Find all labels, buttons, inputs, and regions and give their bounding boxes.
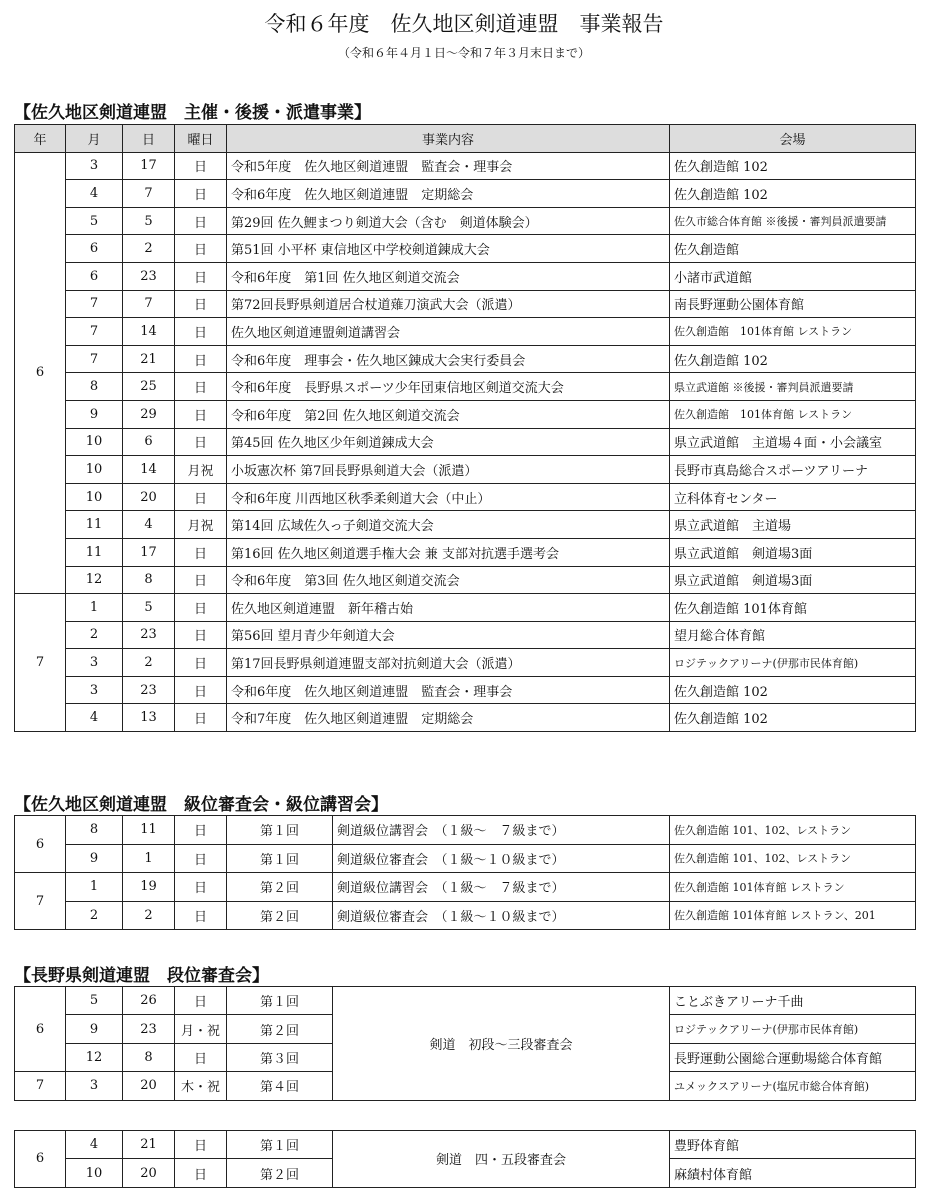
month-cell: 10	[66, 456, 123, 484]
event-cell: 佐久地区剣道連盟 新年稽古始	[227, 594, 670, 622]
page-subtitle: （令和６年４月１日〜令和７年３月末日まで）	[337, 46, 590, 60]
day-cell: 21	[123, 345, 175, 373]
month-cell: 2	[66, 621, 123, 649]
day-cell: 20	[123, 483, 175, 511]
day-cell: 11	[123, 816, 175, 845]
weekday-cell: 日	[175, 538, 227, 566]
weekday-cell: 日	[175, 290, 227, 318]
month-cell: 9	[66, 1015, 123, 1043]
venue-cell: 佐久創造館 102	[670, 704, 916, 732]
day-cell: 20	[123, 1159, 175, 1187]
weekday-cell: 日	[175, 901, 227, 930]
table-row	[15, 373, 916, 401]
event-cell: 令和6年度 理事会・佐久地区錬成大会実行委員会	[227, 345, 670, 373]
day-cell: 5	[123, 594, 175, 622]
table-row	[15, 704, 916, 732]
event-cell: 佐久地区剣道連盟剣道講習会	[227, 318, 670, 346]
venue-cell: 県立武道館 ※後援・審判員派遣要請	[670, 373, 916, 401]
day-cell: 23	[123, 1015, 175, 1043]
table-row	[15, 844, 916, 873]
venue-cell: 佐久創造館 102	[670, 180, 916, 208]
page-title: 令和６年度 佐久地区剣道連盟 事業報告	[264, 12, 664, 36]
table-row	[15, 873, 916, 902]
weekday-cell: 日	[175, 428, 227, 456]
weekday-cell: 日	[175, 152, 227, 180]
table-row	[15, 538, 916, 566]
venue-cell: 長野運動公園総合運動場総合体育館	[670, 1043, 916, 1071]
event-cell: 小坂憲次杯 第7回長野県剣道大会（派遣）	[227, 456, 670, 484]
table-row	[15, 511, 916, 539]
round-cell: 第２回	[227, 1015, 333, 1043]
month-cell: 7	[66, 290, 123, 318]
table-row	[15, 400, 916, 428]
weekday-cell: 日	[175, 566, 227, 594]
year-cell: 7	[15, 594, 66, 732]
month-cell: 11	[66, 511, 123, 539]
venue-cell: 佐久創造館 101体育館 レストラン	[670, 318, 916, 346]
table-row	[15, 345, 916, 373]
month-cell: 8	[66, 816, 123, 845]
round-cell: 第２回	[227, 873, 333, 902]
table-row	[15, 290, 916, 318]
venue-cell: 県立武道館 主道場	[670, 511, 916, 539]
table-row	[15, 152, 916, 180]
event-cell: 第16回 佐久地区剣道選手権大会 兼 支部対抗選手選考会	[227, 538, 670, 566]
weekday-cell: 日	[175, 1159, 227, 1187]
dan-table-1	[14, 986, 916, 1101]
section2-heading: 【佐久地区剣道連盟 級位審査会・級位講習会】	[14, 795, 388, 815]
venue-cell: 佐久創造館 101、102、レストラン	[670, 816, 916, 845]
weekday-cell: 日	[175, 676, 227, 704]
event-cell: 剣道級位審査会 （１級〜１０級まで）	[333, 901, 670, 930]
event-cell: 第51回 小平杯 東信地区中学校剣道錬成大会	[227, 235, 670, 263]
table-row	[15, 1131, 916, 1159]
venue-cell: 長野市真島総合スポーツアリーナ	[670, 456, 916, 484]
month-cell: 3	[66, 1072, 123, 1100]
year-cell: 7	[15, 873, 66, 930]
col-event: 事業内容	[227, 125, 670, 153]
day-cell: 7	[123, 180, 175, 208]
weekday-cell: 日	[175, 400, 227, 428]
weekday-cell: 木・祝	[175, 1072, 227, 1100]
col-year: 年	[15, 125, 66, 153]
event-cell: 令和6年度 佐久地区剣道連盟 監査会・理事会	[227, 676, 670, 704]
month-cell: 7	[66, 345, 123, 373]
day-cell: 1	[123, 844, 175, 873]
weekday-cell: 日	[175, 987, 227, 1015]
event-cell: 令和6年度 第3回 佐久地区剣道交流会	[227, 566, 670, 594]
venue-cell: 豊野体育館	[670, 1131, 916, 1159]
event-cell: 令和6年度 第2回 佐久地区剣道交流会	[227, 400, 670, 428]
table-row	[15, 207, 916, 235]
day-cell: 17	[123, 538, 175, 566]
dan2-body	[15, 1131, 916, 1188]
table-row	[15, 621, 916, 649]
year-cell: 7	[15, 1072, 66, 1100]
venue-cell: 県立武道館 剣道場3面	[670, 566, 916, 594]
event-cell: 剣道 四・五段審査会	[333, 1131, 670, 1188]
table-row	[15, 235, 916, 263]
table-row	[15, 987, 916, 1015]
day-cell: 7	[123, 290, 175, 318]
table-row	[15, 428, 916, 456]
month-cell: 12	[66, 566, 123, 594]
month-cell: 3	[66, 676, 123, 704]
month-cell: 9	[66, 400, 123, 428]
weekday-cell: 日	[175, 844, 227, 873]
venue-cell: 南長野運動公園体育館	[670, 290, 916, 318]
weekday-cell: 日	[175, 318, 227, 346]
venue-cell: 佐久創造館 101体育館 レストラン	[670, 400, 916, 428]
round-cell: 第１回	[227, 816, 333, 845]
table-row	[15, 594, 916, 622]
day-cell: 14	[123, 456, 175, 484]
kyu-table	[14, 815, 916, 930]
col-month: 月	[66, 125, 123, 153]
weekday-cell: 日	[175, 621, 227, 649]
section1-heading: 【佐久地区剣道連盟 主催・後援・派遣事業】	[14, 103, 371, 123]
weekday-cell: 日	[175, 180, 227, 208]
day-cell: 5	[123, 207, 175, 235]
weekday-cell: 日	[175, 816, 227, 845]
venue-cell: 望月総合体育館	[670, 621, 916, 649]
event-cell: 剣道級位審査会 （１級〜１０級まで）	[333, 844, 670, 873]
event-cell: 剣道 初段〜三段審査会	[333, 987, 670, 1101]
venue-cell: 佐久創造館 101体育館 レストラン	[670, 873, 916, 902]
month-cell: 5	[66, 207, 123, 235]
weekday-cell: 日	[175, 1131, 227, 1159]
weekday-cell: 日	[175, 873, 227, 902]
day-cell: 23	[123, 621, 175, 649]
month-cell: 9	[66, 844, 123, 873]
day-cell: 21	[123, 1131, 175, 1159]
year-cell: 6	[15, 816, 66, 873]
venue-cell: 立科体育センター	[670, 483, 916, 511]
month-cell: 7	[66, 318, 123, 346]
round-cell: 第１回	[227, 1131, 333, 1159]
day-cell: 29	[123, 400, 175, 428]
year-cell: 6	[15, 987, 66, 1072]
weekday-cell: 月祝	[175, 456, 227, 484]
day-cell: 13	[123, 704, 175, 732]
month-cell: 8	[66, 373, 123, 401]
weekday-cell: 日	[175, 704, 227, 732]
day-cell: 26	[123, 987, 175, 1015]
year-cell: 6	[15, 152, 66, 594]
round-cell: 第１回	[227, 844, 333, 873]
round-cell: 第１回	[227, 987, 333, 1015]
venue-cell: ユメックスアリーナ(塩尻市総合体育館)	[670, 1072, 916, 1100]
month-cell: 4	[66, 1131, 123, 1159]
day-cell: 23	[123, 262, 175, 290]
month-cell: 11	[66, 538, 123, 566]
event-cell: 第45回 佐久地区少年剣道錬成大会	[227, 428, 670, 456]
venue-cell: 佐久創造館 102	[670, 152, 916, 180]
table-row	[15, 566, 916, 594]
venue-cell: 県立武道館 主道場４面・小会議室	[670, 428, 916, 456]
venue-cell: 佐久創造館 101、102、レストラン	[670, 844, 916, 873]
venue-cell: ロジテックアリーナ(伊那市民体育館)	[670, 649, 916, 677]
round-cell: 第４回	[227, 1072, 333, 1100]
col-venue: 会場	[670, 125, 916, 153]
day-cell: 20	[123, 1072, 175, 1100]
round-cell: 第２回	[227, 1159, 333, 1187]
table-row	[15, 180, 916, 208]
weekday-cell: 日	[175, 594, 227, 622]
month-cell: 10	[66, 1159, 123, 1187]
col-day: 日	[123, 125, 175, 153]
event-cell: 令和6年度 第1回 佐久地区剣道交流会	[227, 262, 670, 290]
weekday-cell: 月・祝	[175, 1015, 227, 1043]
venue-cell: 佐久創造館 102	[670, 676, 916, 704]
venue-cell: ことぶきアリーナ千曲	[670, 987, 916, 1015]
day-cell: 2	[123, 901, 175, 930]
day-cell: 8	[123, 566, 175, 594]
weekday-cell: 日	[175, 345, 227, 373]
weekday-cell: 日	[175, 235, 227, 263]
event-cell: 令和5年度 佐久地区剣道連盟 監査会・理事会	[227, 152, 670, 180]
table-row	[15, 676, 916, 704]
month-cell: 5	[66, 987, 123, 1015]
month-cell: 4	[66, 180, 123, 208]
venue-cell: 佐久市総合体育館 ※後援・審判員派遣要請	[670, 207, 916, 235]
month-cell: 3	[66, 152, 123, 180]
table-row	[15, 262, 916, 290]
month-cell: 1	[66, 873, 123, 902]
weekday-cell: 月祝	[175, 511, 227, 539]
event-cell: 令和6年度 佐久地区剣道連盟 定期総会	[227, 180, 670, 208]
month-cell: 12	[66, 1043, 123, 1071]
events-header-row	[15, 125, 916, 153]
event-cell: 剣道級位講習会 （１級〜 ７級まで）	[333, 873, 670, 902]
dan-table-2	[14, 1130, 916, 1188]
round-cell: 第３回	[227, 1043, 333, 1071]
weekday-cell: 日	[175, 483, 227, 511]
event-cell: 剣道級位講習会 （１級〜 ７級まで）	[333, 816, 670, 845]
day-cell: 4	[123, 511, 175, 539]
col-weekday: 曜日	[175, 125, 227, 153]
weekday-cell: 日	[175, 262, 227, 290]
venue-cell: ロジテックアリーナ(伊那市民体育館)	[670, 1015, 916, 1043]
month-cell: 6	[66, 262, 123, 290]
venue-cell: 佐久創造館 101体育館	[670, 594, 916, 622]
day-cell: 25	[123, 373, 175, 401]
day-cell: 6	[123, 428, 175, 456]
weekday-cell: 日	[175, 373, 227, 401]
day-cell: 2	[123, 649, 175, 677]
section3-heading: 【長野県剣道連盟 段位審査会】	[14, 966, 269, 986]
table-row	[15, 649, 916, 677]
round-cell: 第２回	[227, 901, 333, 930]
day-cell: 23	[123, 676, 175, 704]
weekday-cell: 日	[175, 207, 227, 235]
event-cell: 令和7年度 佐久地区剣道連盟 定期総会	[227, 704, 670, 732]
event-cell: 令和6年度 川西地区秋季柔剣道大会（中止）	[227, 483, 670, 511]
month-cell: 10	[66, 483, 123, 511]
month-cell: 2	[66, 901, 123, 930]
month-cell: 4	[66, 704, 123, 732]
event-cell: 第14回 広域佐久っ子剣道交流大会	[227, 511, 670, 539]
month-cell: 6	[66, 235, 123, 263]
venue-cell: 佐久創造館 102	[670, 345, 916, 373]
weekday-cell: 日	[175, 1043, 227, 1071]
month-cell: 10	[66, 428, 123, 456]
event-cell: 第56回 望月青少年剣道大会	[227, 621, 670, 649]
table-row	[15, 901, 916, 930]
event-cell: 第72回長野県剣道居合杖道薙刀演武大会（派遣）	[227, 290, 670, 318]
day-cell: 17	[123, 152, 175, 180]
day-cell: 2	[123, 235, 175, 263]
month-cell: 1	[66, 594, 123, 622]
event-cell: 令和6年度 長野県スポーツ少年団東信地区剣道交流大会	[227, 373, 670, 401]
venue-cell: 麻績村体育館	[670, 1159, 916, 1187]
events-table	[14, 124, 916, 732]
dan1-body	[15, 987, 916, 1101]
weekday-cell: 日	[175, 649, 227, 677]
event-cell: 第29回 佐久鯉まつり剣道大会（含む 剣道体験会）	[227, 207, 670, 235]
kyu-body	[15, 816, 916, 930]
day-cell: 19	[123, 873, 175, 902]
event-cell: 第17回長野県剣道連盟支部対抗剣道大会（派遣）	[227, 649, 670, 677]
venue-cell: 小諸市武道館	[670, 262, 916, 290]
table-row	[15, 816, 916, 845]
events-body	[15, 152, 916, 731]
venue-cell: 佐久創造館 101体育館 レストラン、201	[670, 901, 916, 930]
venue-cell: 佐久創造館	[670, 235, 916, 263]
day-cell: 8	[123, 1043, 175, 1071]
day-cell: 14	[123, 318, 175, 346]
table-row	[15, 456, 916, 484]
table-row	[15, 318, 916, 346]
venue-cell: 県立武道館 剣道場3面	[670, 538, 916, 566]
year-cell: 6	[15, 1131, 66, 1188]
month-cell: 3	[66, 649, 123, 677]
table-row	[15, 483, 916, 511]
